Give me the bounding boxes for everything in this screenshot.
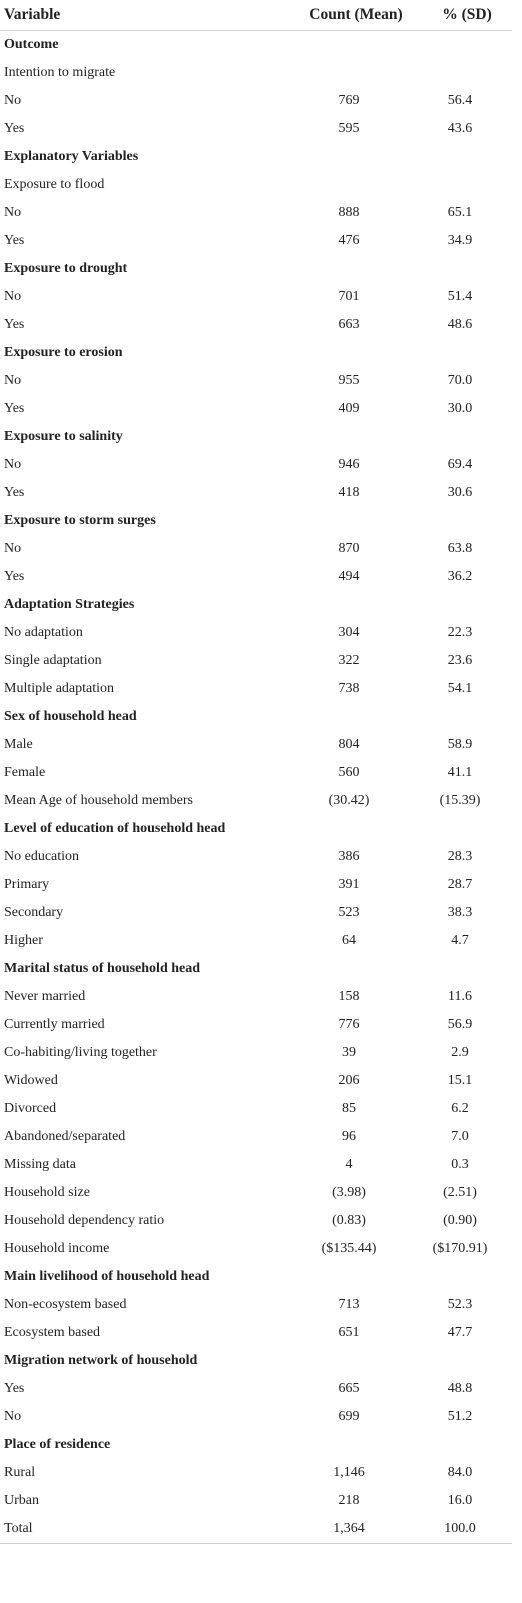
row-label: Exposure to drought bbox=[4, 261, 128, 276]
row-count: 946 bbox=[338, 457, 360, 472]
table-row bbox=[0, 87, 512, 115]
row-count: 523 bbox=[338, 905, 360, 920]
row-percent: 2.9 bbox=[451, 1045, 469, 1060]
row-percent: 51.4 bbox=[447, 289, 473, 304]
row-count: 386 bbox=[338, 849, 360, 864]
row-label: Yes bbox=[4, 233, 25, 248]
row-count: 870 bbox=[338, 541, 360, 556]
table-row bbox=[0, 1067, 512, 1095]
table-row bbox=[0, 983, 512, 1011]
table-row bbox=[0, 1011, 512, 1039]
table-row bbox=[0, 227, 512, 255]
table-section-row bbox=[0, 1263, 512, 1291]
table-row bbox=[0, 1151, 512, 1179]
row-label: Secondary bbox=[4, 905, 64, 920]
table-row bbox=[0, 59, 512, 87]
row-percent: ($170.91) bbox=[432, 1241, 488, 1256]
row-label: No bbox=[4, 373, 22, 388]
row-count: 1,146 bbox=[333, 1465, 365, 1480]
row-count: 663 bbox=[338, 317, 360, 332]
row-percent: 28.7 bbox=[447, 877, 473, 892]
row-count: 39 bbox=[342, 1045, 356, 1060]
row-label: Exposure to storm surges bbox=[4, 513, 156, 528]
row-label: Co-habiting/living together bbox=[4, 1045, 157, 1060]
table-section-row bbox=[0, 815, 512, 843]
row-count: 4 bbox=[345, 1157, 353, 1172]
row-label: Abandoned/separated bbox=[4, 1129, 126, 1144]
row-percent: 15.1 bbox=[447, 1073, 473, 1088]
table-row bbox=[0, 1179, 512, 1207]
row-percent: 23.6 bbox=[447, 653, 473, 668]
row-label: No bbox=[4, 93, 22, 108]
table-row bbox=[0, 843, 512, 871]
table-row bbox=[0, 171, 512, 199]
table-row bbox=[0, 619, 512, 647]
row-percent: 0.3 bbox=[451, 1157, 469, 1172]
table-row bbox=[0, 759, 512, 787]
row-label: Rural bbox=[4, 1465, 36, 1480]
row-count: 304 bbox=[338, 625, 360, 640]
row-label: Never married bbox=[4, 989, 86, 1004]
row-label: Yes bbox=[4, 485, 25, 500]
row-percent: 4.7 bbox=[451, 933, 469, 948]
row-label: Non-ecosystem based bbox=[4, 1297, 127, 1312]
row-count: 769 bbox=[338, 93, 360, 108]
row-label: Place of residence bbox=[4, 1437, 111, 1452]
table-row bbox=[0, 367, 512, 395]
row-label: Sex of household head bbox=[4, 709, 137, 724]
row-percent: 36.2 bbox=[447, 569, 473, 584]
table-section-row bbox=[0, 255, 512, 283]
row-label: Household dependency ratio bbox=[4, 1213, 165, 1228]
row-label: Household size bbox=[4, 1185, 90, 1200]
row-count: 699 bbox=[338, 1409, 360, 1424]
row-label: Marital status of household head bbox=[4, 961, 201, 976]
row-count: 206 bbox=[338, 1073, 360, 1088]
table-section-row bbox=[0, 703, 512, 731]
row-label: Yes bbox=[4, 1381, 25, 1396]
row-count: 665 bbox=[338, 1381, 360, 1396]
row-label: No bbox=[4, 541, 22, 556]
row-label: No bbox=[4, 457, 22, 472]
row-percent: (0.90) bbox=[443, 1213, 477, 1228]
row-percent: 56.9 bbox=[447, 1017, 473, 1032]
row-label: No bbox=[4, 289, 22, 304]
row-label: Migration network of household bbox=[4, 1353, 198, 1368]
row-label: Male bbox=[4, 737, 33, 752]
row-count: (0.83) bbox=[332, 1213, 366, 1228]
row-percent: 63.8 bbox=[447, 541, 473, 556]
table-row bbox=[0, 1207, 512, 1235]
table-row bbox=[0, 563, 512, 591]
header-count-mean: Count (Mean) bbox=[309, 6, 403, 23]
row-percent: 54.1 bbox=[447, 681, 473, 696]
table-row bbox=[0, 647, 512, 675]
row-percent: 56.4 bbox=[447, 93, 473, 108]
row-label: Household income bbox=[4, 1241, 110, 1256]
row-count: 85 bbox=[342, 1101, 356, 1116]
table-row bbox=[0, 675, 512, 703]
header-variable: Variable bbox=[4, 6, 61, 23]
row-label: Level of education of household head bbox=[4, 821, 226, 836]
table-row bbox=[0, 115, 512, 143]
row-label: Currently married bbox=[4, 1017, 105, 1032]
table-row bbox=[0, 1459, 512, 1487]
row-label: Multiple adaptation bbox=[4, 681, 115, 696]
table-row bbox=[0, 1235, 512, 1263]
row-count: (30.42) bbox=[328, 793, 370, 808]
row-label: Outcome bbox=[4, 37, 59, 52]
row-percent: 70.0 bbox=[447, 373, 473, 388]
row-label: Yes bbox=[4, 317, 25, 332]
row-label: Exposure to flood bbox=[4, 177, 105, 192]
row-count: 955 bbox=[338, 373, 360, 388]
row-percent: 48.8 bbox=[447, 1381, 473, 1396]
row-percent: 38.3 bbox=[447, 905, 473, 920]
row-percent: 7.0 bbox=[451, 1129, 469, 1144]
table-row bbox=[0, 731, 512, 759]
row-percent: 6.2 bbox=[451, 1101, 469, 1116]
table-row bbox=[0, 927, 512, 955]
table-row bbox=[0, 535, 512, 563]
table-section-row bbox=[0, 1431, 512, 1459]
row-percent: 69.4 bbox=[447, 457, 473, 472]
row-label: Widowed bbox=[4, 1073, 58, 1088]
row-label: Exposure to erosion bbox=[4, 345, 123, 360]
row-label: Yes bbox=[4, 401, 25, 416]
table-row bbox=[0, 311, 512, 339]
row-count: 218 bbox=[338, 1493, 360, 1508]
row-percent: 30.6 bbox=[447, 485, 473, 500]
row-count: 409 bbox=[338, 401, 360, 416]
table-section-row bbox=[0, 591, 512, 619]
table-row bbox=[0, 871, 512, 899]
row-count: 776 bbox=[338, 1017, 360, 1032]
row-label: Female bbox=[4, 765, 46, 780]
row-label: No bbox=[4, 1409, 22, 1424]
row-percent: (15.39) bbox=[439, 793, 481, 808]
table-row bbox=[0, 1403, 512, 1431]
row-count: 322 bbox=[338, 653, 360, 668]
row-count: 595 bbox=[338, 121, 360, 136]
row-label: Main livelihood of household head bbox=[4, 1269, 210, 1284]
row-label: Yes bbox=[4, 121, 25, 136]
row-label: No adaptation bbox=[4, 625, 83, 640]
row-label: Divorced bbox=[4, 1101, 57, 1116]
row-label: Primary bbox=[4, 877, 50, 892]
row-label: Total bbox=[4, 1521, 33, 1536]
row-count: 738 bbox=[338, 681, 360, 696]
table-row bbox=[0, 1291, 512, 1319]
row-percent: 16.0 bbox=[447, 1493, 473, 1508]
table-row bbox=[0, 1375, 512, 1403]
table-section-row bbox=[0, 507, 512, 535]
row-label: Intention to migrate bbox=[4, 65, 116, 80]
row-count: ($135.44) bbox=[321, 1241, 377, 1256]
table-row bbox=[0, 283, 512, 311]
row-percent: 100.0 bbox=[444, 1521, 476, 1536]
row-label: No bbox=[4, 205, 22, 220]
row-percent: 47.7 bbox=[447, 1325, 473, 1340]
row-percent: 48.6 bbox=[447, 317, 473, 332]
row-count: 1,364 bbox=[333, 1521, 365, 1536]
table-section-row bbox=[0, 955, 512, 983]
table-row bbox=[0, 1123, 512, 1151]
row-count: 64 bbox=[342, 933, 356, 948]
table-row bbox=[0, 787, 512, 815]
table-header-row bbox=[0, 0, 512, 31]
row-percent: 52.3 bbox=[447, 1297, 473, 1312]
table-row bbox=[0, 1039, 512, 1067]
table-row bbox=[0, 395, 512, 423]
row-count: 560 bbox=[338, 765, 360, 780]
row-count: 651 bbox=[338, 1325, 360, 1340]
row-percent: 11.6 bbox=[448, 989, 472, 1004]
table-row bbox=[0, 1515, 512, 1543]
header-percent-sd: % (SD) bbox=[442, 6, 492, 23]
row-percent: 51.2 bbox=[447, 1409, 473, 1424]
table-section-row bbox=[0, 1347, 512, 1375]
row-label: Higher bbox=[4, 933, 43, 948]
row-percent: 34.9 bbox=[447, 233, 473, 248]
table-section-row bbox=[0, 143, 512, 171]
row-label: No education bbox=[4, 849, 80, 864]
row-percent: 84.0 bbox=[447, 1465, 473, 1480]
row-percent: (2.51) bbox=[443, 1185, 477, 1200]
row-count: 494 bbox=[338, 569, 360, 584]
table-body bbox=[0, 31, 512, 1543]
row-count: 476 bbox=[338, 233, 360, 248]
table-row bbox=[0, 1487, 512, 1515]
row-count: 713 bbox=[338, 1297, 360, 1312]
row-label: Exposure to salinity bbox=[4, 429, 123, 444]
table-row bbox=[0, 479, 512, 507]
row-count: 701 bbox=[338, 289, 360, 304]
row-percent: 30.0 bbox=[447, 401, 473, 416]
row-count: 888 bbox=[338, 205, 360, 220]
table-row bbox=[0, 899, 512, 927]
table-row bbox=[0, 451, 512, 479]
row-percent: 28.3 bbox=[447, 849, 473, 864]
row-label: Adaptation Strategies bbox=[4, 597, 135, 612]
row-label: Urban bbox=[4, 1493, 39, 1508]
row-percent: 65.1 bbox=[447, 205, 473, 220]
row-percent: 43.6 bbox=[447, 121, 473, 136]
table-row bbox=[0, 199, 512, 227]
row-label: Single adaptation bbox=[4, 653, 102, 668]
table-section-row bbox=[0, 31, 512, 59]
row-label: Mean Age of household members bbox=[4, 793, 193, 808]
row-label: Ecosystem based bbox=[4, 1325, 101, 1340]
row-count: 391 bbox=[338, 877, 360, 892]
table-row bbox=[0, 1319, 512, 1347]
row-count: (3.98) bbox=[332, 1185, 366, 1200]
row-percent: 58.9 bbox=[447, 737, 473, 752]
row-count: 158 bbox=[338, 989, 360, 1004]
row-percent: 41.1 bbox=[447, 765, 473, 780]
row-count: 418 bbox=[338, 485, 360, 500]
row-count: 96 bbox=[342, 1129, 356, 1144]
table-section-row bbox=[0, 423, 512, 451]
table-section-row bbox=[0, 339, 512, 367]
row-label: Yes bbox=[4, 569, 25, 584]
row-percent: 22.3 bbox=[447, 625, 473, 640]
row-count: 804 bbox=[338, 737, 360, 752]
row-label: Missing data bbox=[4, 1157, 76, 1172]
row-label: Explanatory Variables bbox=[4, 149, 139, 164]
table-row bbox=[0, 1095, 512, 1123]
